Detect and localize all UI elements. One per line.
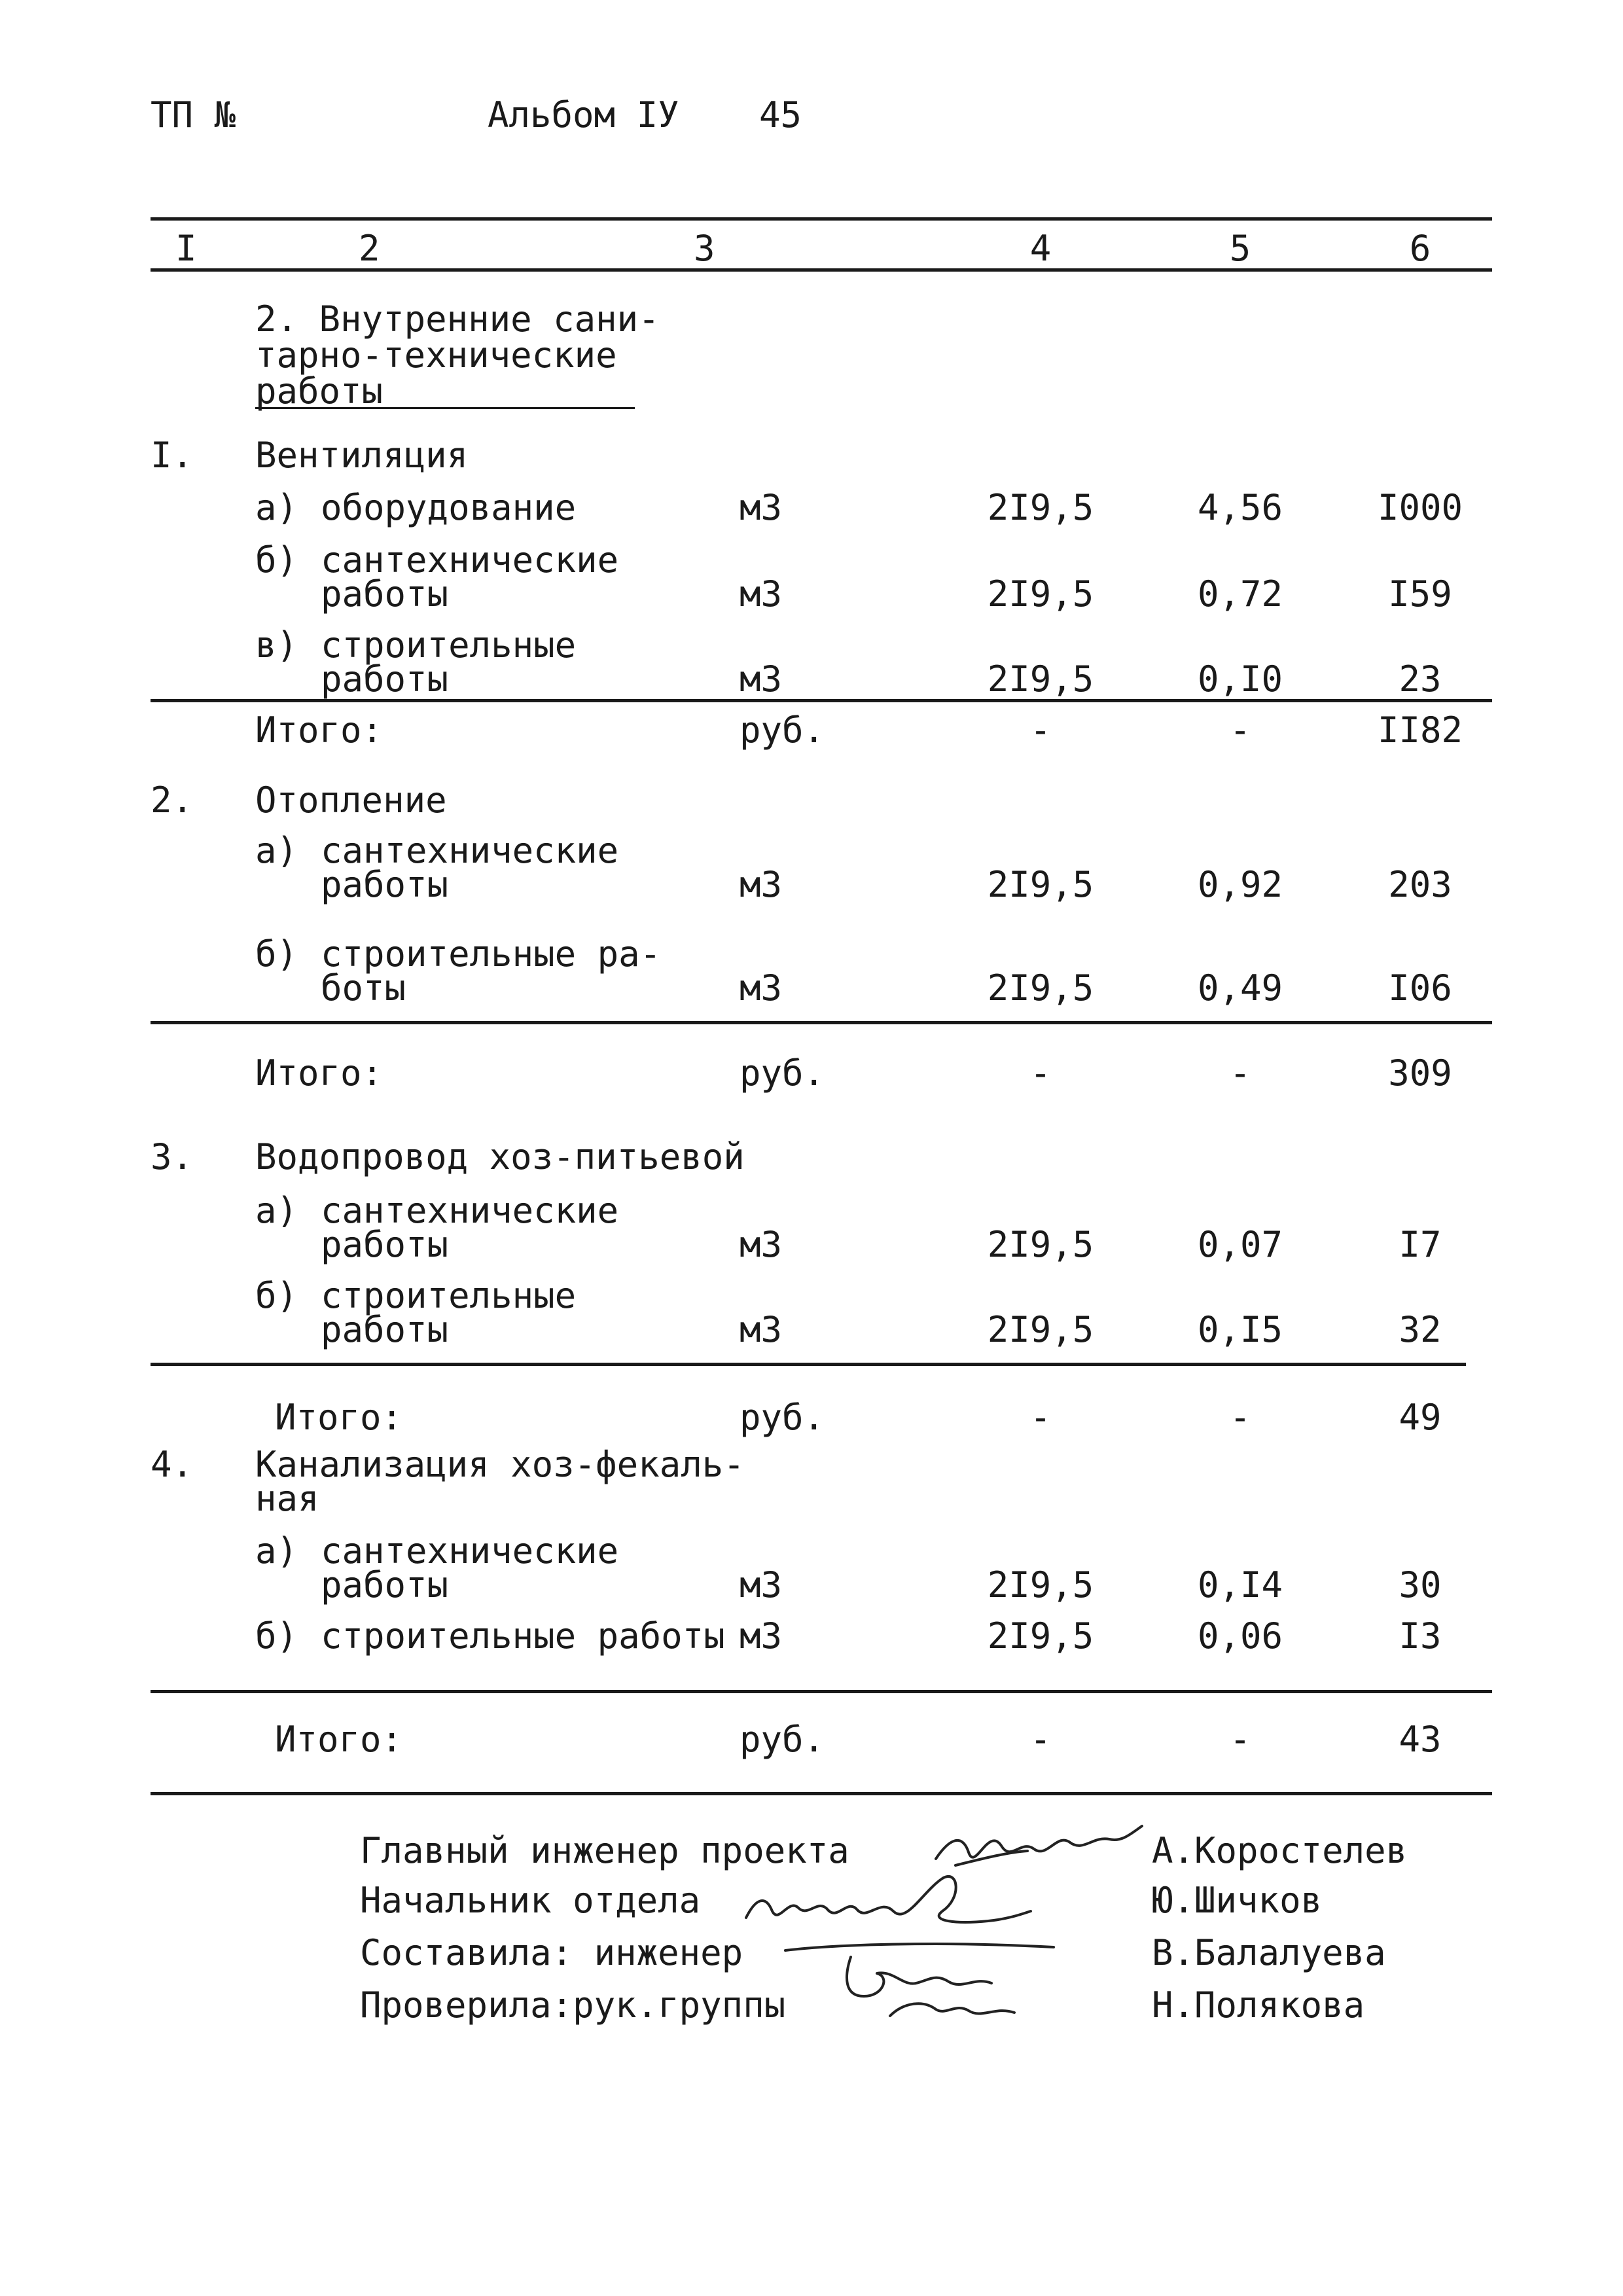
total-col4: - [1029,1719,1052,1760]
section-title-line: 2. Внутренние сани- [255,298,660,340]
signature-name: Н.Полякова [1152,1984,1365,2026]
item-unit: м3 [740,658,783,700]
item-description: работы [321,658,449,700]
item-description: сантехнические [321,1190,619,1231]
item-cost: I59 [1388,573,1452,615]
item-unit: м3 [740,967,783,1009]
section-title-line: тарно-технические [255,334,617,376]
total-unit: руб. [740,1397,825,1438]
signature-role: Составила: инженер [360,1932,743,1973]
item-cost: 203 [1388,864,1452,905]
item-unit: м3 [740,1564,783,1605]
total-amount: II82 [1377,709,1463,751]
page-number: 45 [759,94,802,135]
table-bottom-rule [151,1792,1492,1795]
total-label: Итого: [275,1397,403,1438]
doc-number-label: ТП № [151,94,236,135]
item-cost: I7 [1399,1224,1442,1265]
item-unit: м3 [740,864,783,905]
group-number: 3. [151,1136,194,1177]
item-cost: I3 [1399,1615,1442,1657]
column-header-2: 2 [359,228,380,269]
group-name: Канализация хоз-фекаль- [255,1444,745,1485]
group-number: 2. [151,780,194,821]
item-description: работы [321,1224,449,1265]
group-name: ная [255,1478,319,1519]
item-description: работы [321,573,449,615]
item-unit: м3 [740,573,783,615]
signature-role: Главный инженер проекта [360,1830,849,1871]
item-rate: 0,I5 [1197,1309,1283,1350]
item-description: оборудование [321,487,577,528]
total-col4: - [1029,1052,1052,1094]
total-col5: - [1229,1052,1251,1094]
item-rate: 4,56 [1197,487,1283,528]
item-letter: в) [255,624,298,666]
group-name: Вентиляция [255,435,469,476]
item-letter: а) [255,1530,298,1571]
item-description: сантехнические [321,1530,619,1571]
item-rate: 0,72 [1197,573,1283,615]
item-letter: б) [255,539,298,581]
item-description: строительные [321,1275,577,1316]
signature-role: Начальник отдела [360,1880,701,1921]
item-letter: а) [255,830,298,871]
item-quantity: 2I9,5 [987,658,1094,700]
total-amount: 309 [1388,1052,1452,1094]
column-header-5: 5 [1229,228,1251,269]
subtotal-rule [151,1021,1492,1024]
item-unit: м3 [740,1309,783,1350]
item-description: работы [321,1309,449,1350]
total-amount: 43 [1399,1719,1442,1760]
total-col4: - [1029,709,1052,751]
item-cost: 32 [1399,1309,1442,1350]
item-rate: 0,49 [1197,967,1283,1009]
item-quantity: 2I9,5 [987,1309,1094,1350]
item-quantity: 2I9,5 [987,864,1094,905]
item-letter: б) [255,1615,298,1657]
column-header-1: I [175,228,197,269]
signature-role: Проверила:рук.группы [360,1984,786,2026]
group-name: Отопление [255,780,447,821]
total-col5: - [1229,1719,1251,1760]
item-cost: I06 [1388,967,1452,1009]
item-letter: а) [255,487,298,528]
group-name: Водопровод хоз-питьевой [255,1136,745,1177]
total-unit: руб. [740,709,825,751]
item-description: строительные ра- [321,933,662,975]
group-number: I. [151,435,194,476]
item-letter: б) [255,1275,298,1316]
total-label: Итого: [255,709,383,751]
item-quantity: 2I9,5 [987,1224,1094,1265]
item-description: строительные работы [321,1615,725,1657]
item-unit: м3 [740,1224,783,1265]
item-rate: 0,I0 [1197,658,1283,700]
item-rate: 0,92 [1197,864,1283,905]
group-number: 4. [151,1444,194,1485]
signature-engineer [779,1924,1073,2042]
item-description: боты [321,967,406,1009]
item-quantity: 2I9,5 [987,967,1094,1009]
item-cost: 30 [1399,1564,1442,1605]
section-title-underline [255,407,635,409]
signature-name: А.Коростелев [1152,1830,1408,1871]
item-unit: м3 [740,487,783,528]
item-description: строительные [321,624,577,666]
column-header-4: 4 [1029,228,1052,269]
album-label: Альбом IУ [488,94,679,135]
item-rate: 0,06 [1197,1615,1283,1657]
header-bottom-rule [151,268,1492,272]
item-description: сантехнические [321,539,619,581]
signature-name: Ю.Шичков [1152,1880,1323,1921]
item-quantity: 2I9,5 [987,573,1094,615]
total-unit: руб. [740,1719,825,1760]
total-col5: - [1229,1397,1251,1438]
item-description: работы [321,1564,449,1605]
subtotal-rule [151,1363,1466,1366]
table-top-rule [151,217,1492,221]
item-description: работы [321,864,449,905]
section-title-line: работы [255,370,383,412]
signature-name: В.Балалуева [1152,1932,1386,1973]
item-unit: м3 [740,1615,783,1657]
item-quantity: 2I9,5 [987,1615,1094,1657]
column-header-3: 3 [694,228,715,269]
item-letter: б) [255,933,298,975]
item-cost: I000 [1377,487,1463,528]
item-rate: 0,I4 [1197,1564,1283,1605]
total-col4: - [1029,1397,1052,1438]
total-label: Итого: [255,1052,383,1094]
item-letter: а) [255,1190,298,1231]
item-rate: 0,07 [1197,1224,1283,1265]
item-quantity: 2I9,5 [987,487,1094,528]
subtotal-rule [151,1690,1492,1693]
item-cost: 23 [1399,658,1442,700]
column-header-6: 6 [1409,228,1431,269]
item-description: сантехнические [321,830,619,871]
total-unit: руб. [740,1052,825,1094]
subtotal-rule [151,699,1492,702]
total-amount: 49 [1399,1397,1442,1438]
total-label: Итого: [275,1719,403,1760]
item-quantity: 2I9,5 [987,1564,1094,1605]
total-col5: - [1229,709,1251,751]
